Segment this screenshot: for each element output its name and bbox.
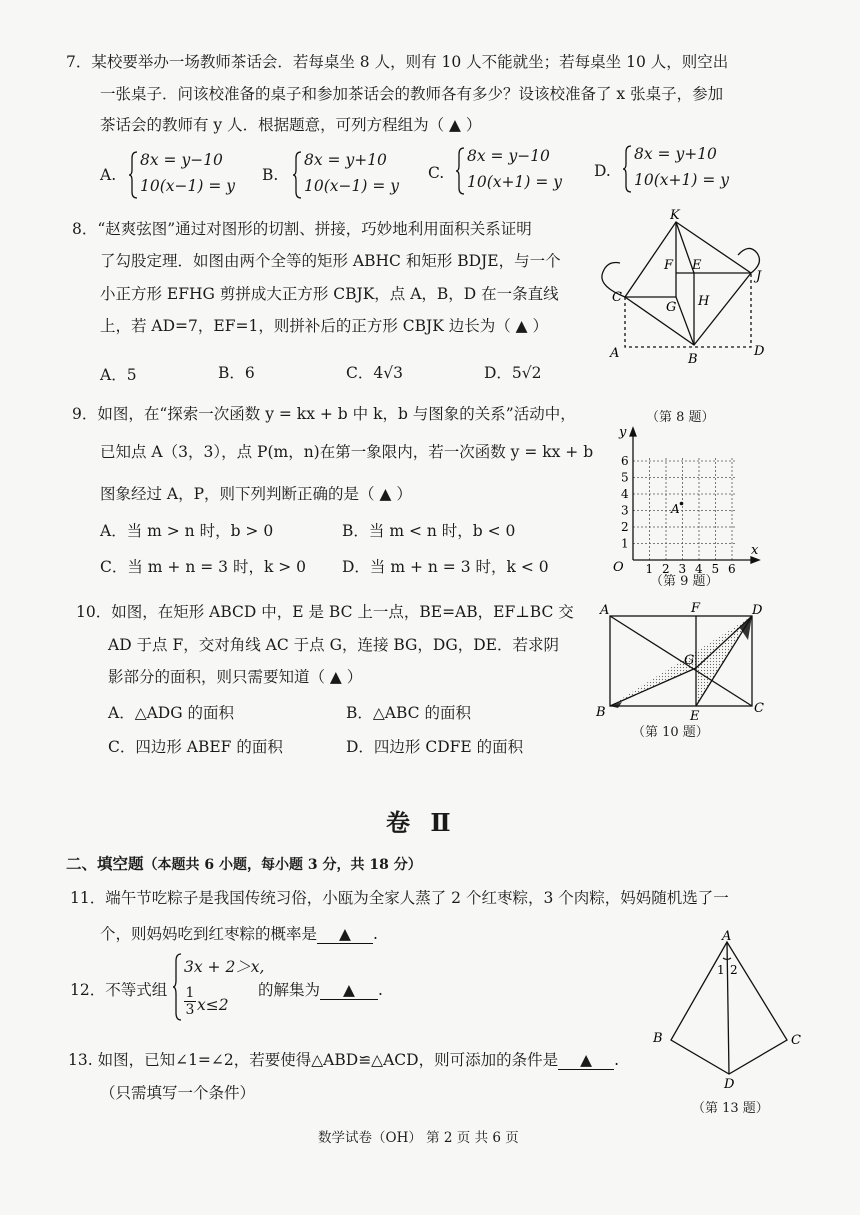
q10-label-b: B	[596, 705, 606, 720]
q10-line-3: 影部分的面积，则只需要知道（ ▲ ）	[108, 668, 363, 686]
q9-axis-y-label: y	[619, 425, 627, 440]
q12-prefix: 12．不等式组	[70, 981, 168, 999]
section-heading-note: （本题共 6 小题，每小题 3 分，共 18 分）	[143, 857, 422, 873]
q7-c-eq1: 8x = y−10	[467, 147, 550, 165]
q8-figure	[592, 205, 777, 380]
q9-line-1: 9．如图，在“探索一次函数 y = kx + b 中 k，b 与图象的关系”活动中，	[72, 405, 576, 423]
q7-a-eq2: 10(x−1) = y	[140, 177, 236, 195]
q9-y-tick-label: 5	[621, 470, 629, 485]
q8-label-a: A	[610, 346, 620, 361]
q12-end: .	[378, 981, 383, 999]
q7-option-b-label: B.	[262, 166, 279, 184]
q13-label-d: D	[724, 1077, 735, 1088]
q9-figure-caption: （第 9 题）	[650, 574, 719, 589]
q8-line-4: 上，若 AD=7，EF=1，则拼补后的正方形 CBJK 边长为（ ▲ ）	[100, 317, 548, 335]
q10-option-d: D．四边形 CDFE 的面积	[346, 738, 524, 756]
q13-line-1	[68, 1053, 619, 1070]
q7-option-c-label: C.	[428, 164, 445, 182]
q9-y-tick-label: 4	[621, 487, 629, 501]
q8-label-f: F	[664, 258, 674, 273]
q9-x-tick-label: 1	[645, 562, 654, 574]
q9-x-tick-label: 3	[678, 562, 687, 574]
q7-d-eq1: 8x = y+10	[634, 145, 717, 163]
q9-line-2: 已知点 A（3，3），点 P(m，n)在第一象限内，若一次函数 y = kx + b	[100, 443, 594, 461]
q7-d-eq2: 10(x+1) = y	[634, 171, 730, 189]
brace-icon	[172, 952, 182, 1022]
q10-line-1: 10．如图，在矩形 ABCD 中，E 是 BC 上一点，BE=AB，EF⊥BC 交	[76, 603, 574, 621]
q9-y-tick-label: 2	[621, 520, 629, 534]
q10-label-g: G	[684, 653, 695, 668]
q10-label-a: A	[600, 603, 610, 618]
q7-option-d-system	[622, 144, 752, 196]
q8-figure-caption: （第 8 题）	[646, 410, 715, 425]
q9-x-tick-label: 2	[662, 562, 670, 574]
q9-y-tick-label: 1	[621, 536, 629, 551]
q11-line-1: 11．端午节吃粽子是我国传统习俗，小瓯为全家人蒸了 2 个红枣粽，3 个肉粽，妈妈随机选了一	[70, 889, 729, 907]
q9-option-b: B．当 m < n 时，b < 0	[342, 522, 516, 540]
q8-option-b: B．6	[218, 364, 255, 382]
q7-b-eq2: 10(x−1) = y	[304, 177, 400, 195]
q13-line-1-text: 13. 如图，已知∠1=∠2，若要使得△ABD≌△ACD，则可添加的条件是	[68, 1051, 559, 1069]
q13-answer-blank: ▲	[558, 1053, 614, 1070]
q7-option-a-label: A.	[100, 166, 117, 184]
q13-label-angle-1: 1	[717, 963, 725, 977]
q13-label-b: B	[653, 1031, 663, 1046]
q13-figure-caption: （第 13 题）	[692, 1101, 769, 1116]
q11-line-2-text: 个，则妈妈吃到红枣粽的概率是	[100, 925, 318, 943]
q8-label-e: E	[692, 258, 702, 273]
q7-option-d-label: D.	[594, 162, 611, 180]
q10-figure	[592, 600, 770, 730]
brace-icon	[128, 150, 138, 200]
q10-line-2: AD 于点 F，交对角线 AC 于点 G，连接 BG，DG，DE．若求阴	[108, 636, 559, 654]
q8-option-d: D．5√2	[484, 364, 542, 382]
q9-x-tick-label: 5	[711, 562, 720, 574]
q7-b-eq1: 8x = y+10	[304, 151, 387, 169]
brace-icon	[622, 144, 632, 194]
q10-label-e: E	[690, 709, 700, 724]
q12-fraction-denominator: 3	[185, 1002, 195, 1018]
q8-label-d: D	[754, 344, 765, 359]
q12-suffix: 的解集为	[258, 981, 321, 999]
q13-line-2: （只需填写一个条件）	[100, 1084, 256, 1102]
q8-label-j: J	[756, 269, 762, 284]
q9-option-c: C．当 m + n = 3 时，k > 0	[100, 558, 307, 576]
q10-label-c: C	[754, 701, 764, 716]
q10-label-d: D	[752, 603, 763, 618]
q12-fraction	[184, 986, 196, 1017]
section-title: 卷 Ⅱ	[386, 808, 457, 837]
q12-inequality-2: x≤2	[197, 996, 229, 1014]
q8-option-c: C．4√3	[346, 364, 403, 382]
q9-x-tick-label: 6	[728, 562, 736, 574]
q10-option-a: A．△ADG 的面积	[108, 704, 235, 722]
q7-option-c-system	[455, 146, 585, 198]
q9-y-tick-label: 6	[621, 454, 629, 468]
q9-y-tick-label: 3	[621, 503, 629, 518]
q11-answer-blank: ▲	[317, 927, 373, 944]
q9-axis-x-label: x	[751, 543, 759, 558]
q13-label-a: A	[722, 929, 732, 944]
q9-line-3: 图象经过 A，P，则下列判断正确的是（ ▲ ）	[100, 485, 412, 503]
q8-label-k: K	[670, 208, 680, 223]
q13-figure	[645, 928, 805, 1088]
q8-label-g: G	[666, 300, 677, 315]
q9-point-a-label: A	[671, 502, 680, 516]
q8-line-1: 8．“赵爽弦图”通过对图形的切割、拼接，巧妙地利用面积关系证明	[72, 220, 532, 238]
q7-option-b-system	[292, 150, 422, 202]
q12-suffix-line	[258, 983, 383, 1000]
q9-origin-label: O	[613, 560, 624, 574]
q11-end: .	[373, 925, 378, 943]
q10-option-b: B．△ABC 的面积	[346, 704, 471, 722]
q8-label-c: C	[612, 290, 622, 305]
q9-figure	[605, 424, 765, 574]
q12-fraction-numerator: 1	[185, 985, 195, 1001]
q7-line-3: 茶话会的教师有 y 人．根据题意，可列方程组为（ ▲ ）	[100, 116, 482, 134]
q8-line-3: 小正方形 EFHG 剪拼成大正方形 CBJK，点 A，B，D 在一条直线	[100, 285, 559, 303]
q12-inequality-1: 3x + 2＞x,	[184, 958, 265, 976]
q8-label-h: H	[698, 294, 710, 309]
q7-a-eq1: 8x = y−10	[140, 151, 223, 169]
q12-answer-blank: ▲	[320, 983, 378, 1000]
q9-option-d: D．当 m + n = 3 时，k < 0	[342, 558, 549, 576]
page-footer: 数学试卷（OH） 第 2 页 共 6 页	[318, 1130, 519, 1146]
q13-label-angle-2: 2	[730, 963, 738, 977]
q10-option-c: C．四边形 ABEF 的面积	[108, 738, 283, 756]
q8-option-a: A．5	[100, 366, 137, 384]
q11-line-2	[100, 927, 378, 944]
q13-label-c: C	[791, 1033, 801, 1048]
q7-option-a-system	[128, 150, 258, 202]
q7-c-eq2: 10(x+1) = y	[467, 173, 563, 191]
brace-icon	[455, 146, 465, 196]
section-heading	[66, 856, 422, 873]
q13-end: .	[614, 1051, 620, 1069]
section-heading-text: 二、填空题	[66, 854, 144, 873]
q9-point-a	[680, 502, 684, 506]
q10-label-f: F	[691, 601, 701, 616]
q7-line-2: 一张桌子．问该校准备的桌子和参加茶话会的教师各有多少？设该校准备了 x 张桌子，参加	[100, 85, 724, 103]
q8-line-2: 了勾股定理．如图由两个全等的矩形 ABHC 和矩形 BDJE，与一个	[100, 252, 561, 270]
q7-line-1: 7．某校要举办一场教师茶话会．若每桌坐 8 人，则有 10 人不能就坐；若每桌坐 10 人，则空出	[66, 53, 729, 71]
q9-option-a: A．当 m > n 时，b > 0	[100, 522, 274, 540]
q9-x-tick-label: 4	[695, 562, 703, 574]
q8-label-b: B	[688, 352, 698, 367]
brace-icon	[292, 150, 302, 200]
q10-figure-caption: （第 10 题）	[632, 725, 709, 740]
